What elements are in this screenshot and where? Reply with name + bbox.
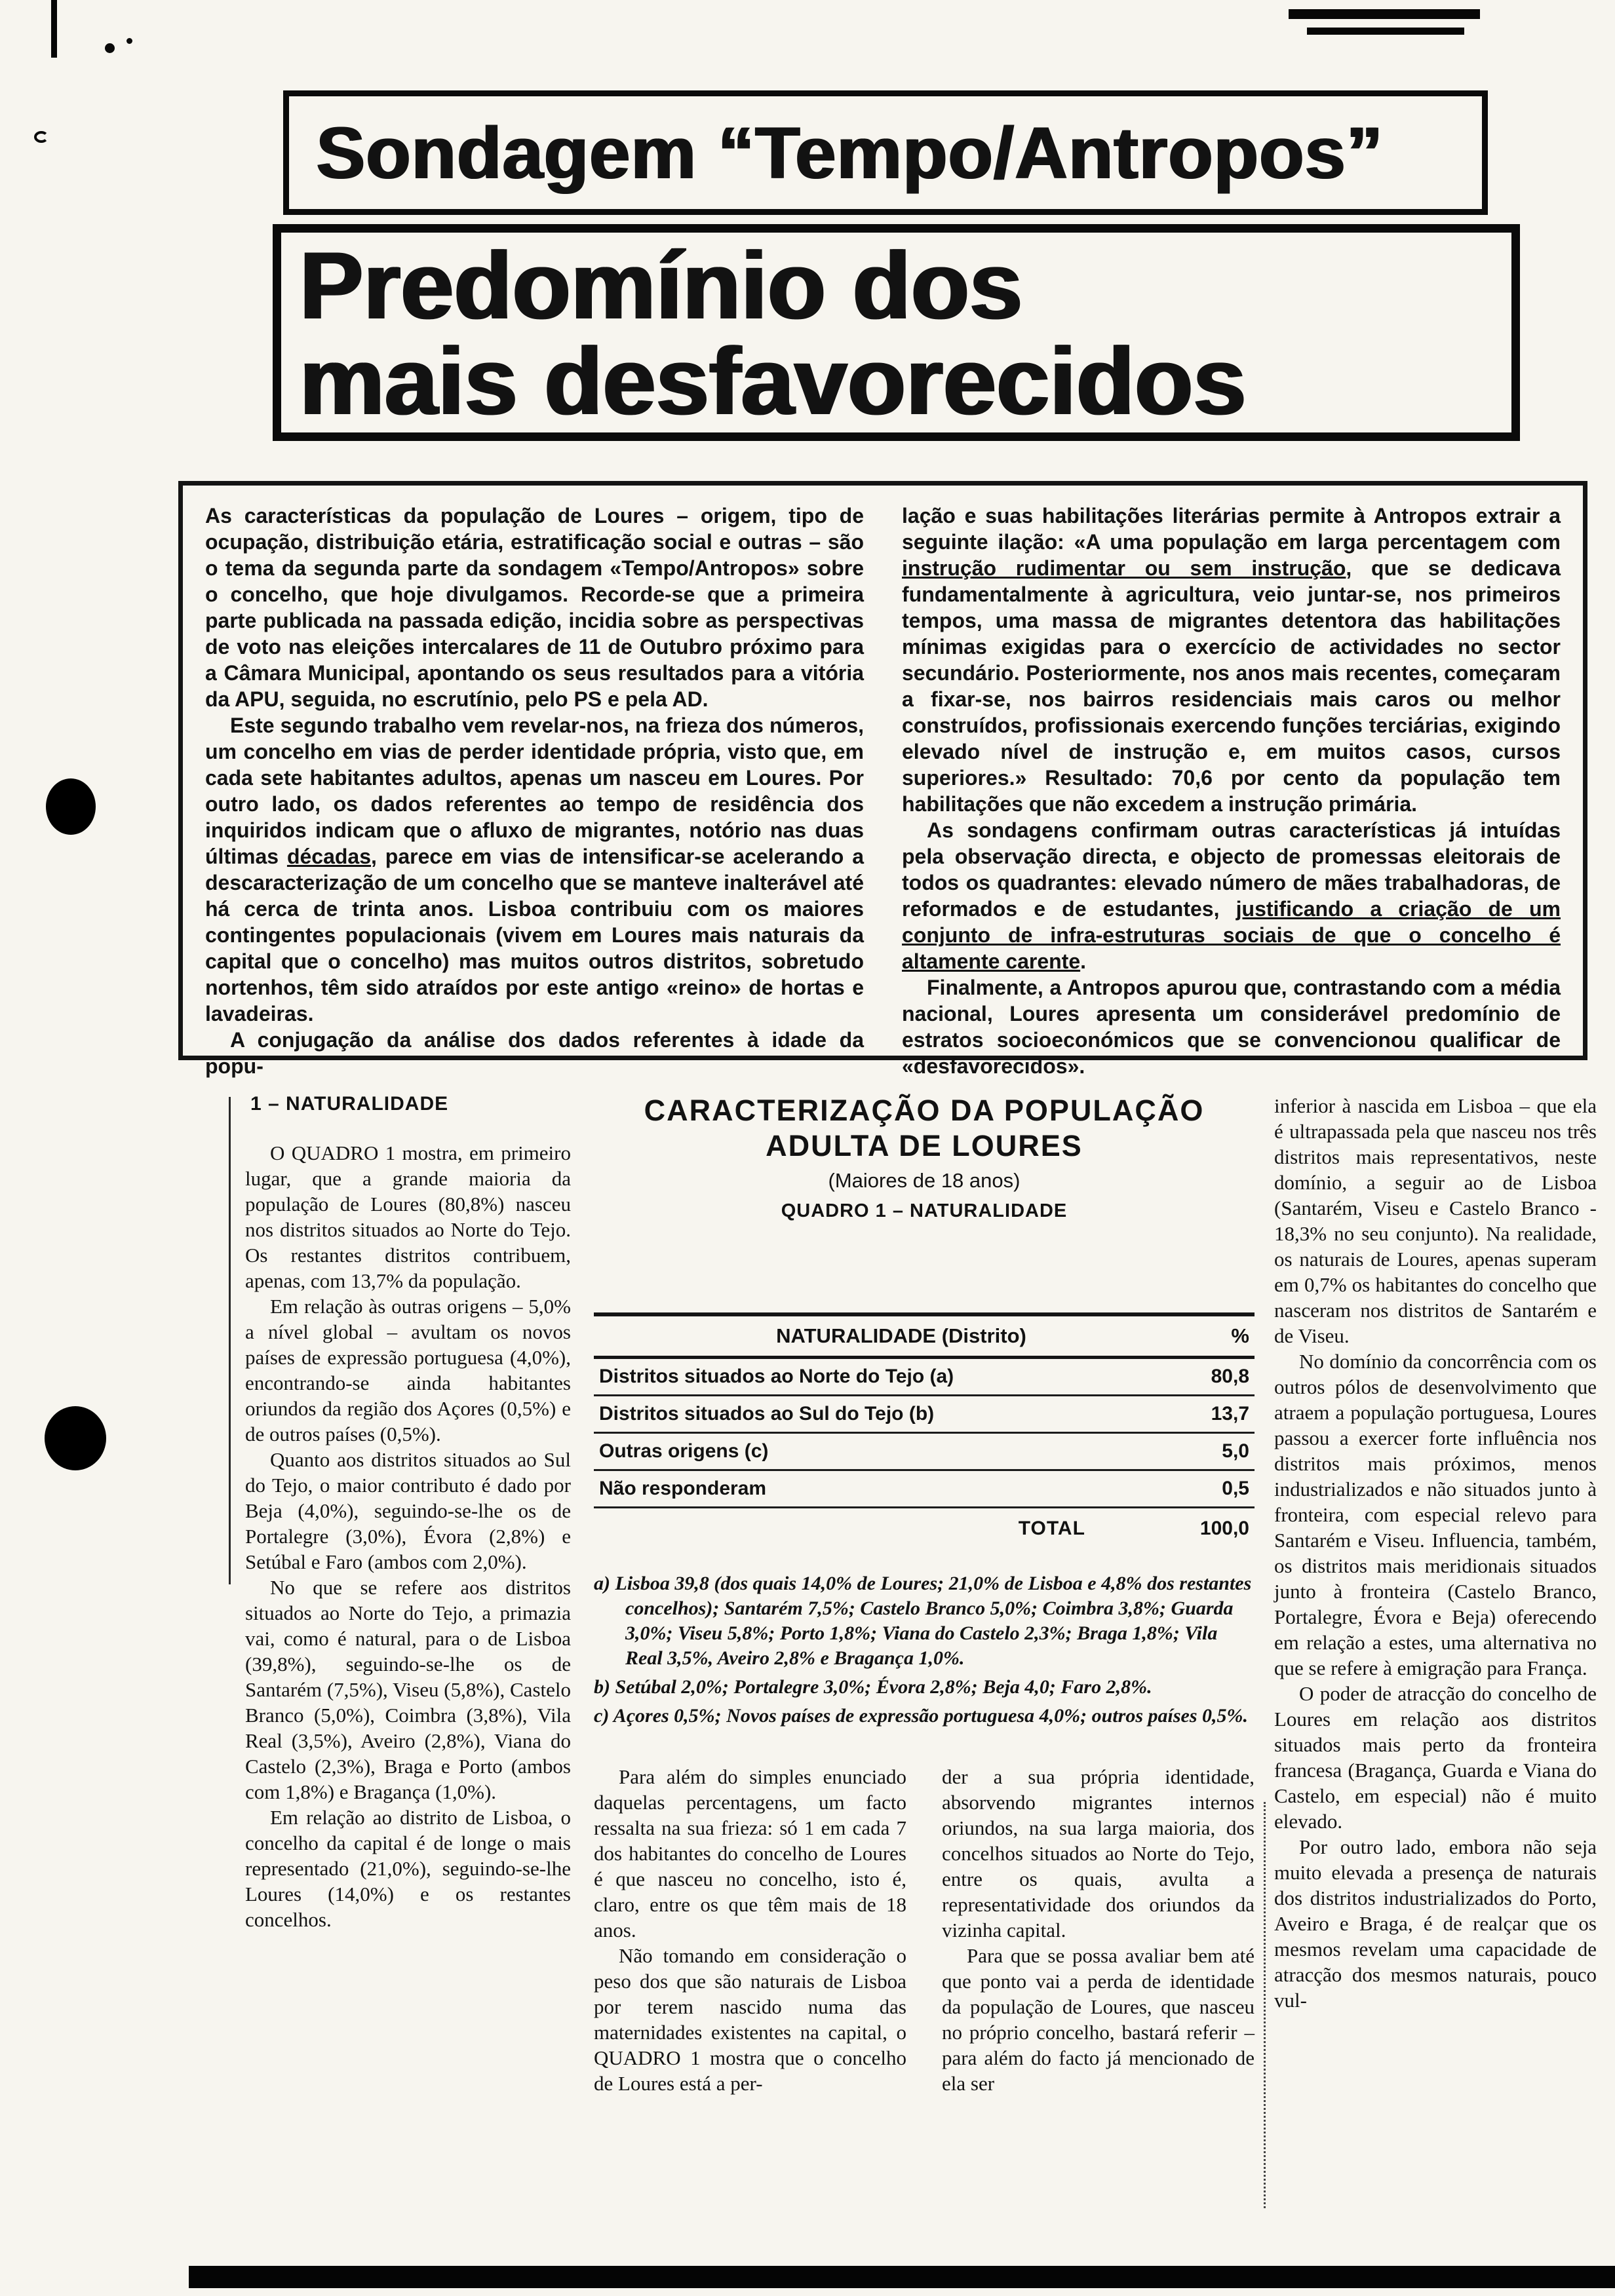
article-paragraph: Para que se possa avaliar bem até que ponto vai a perda de identidade da população de Loures, que nasceu no próprio concelho, bastará referir – para além do facto já mencionado de ela ser <box>942 1944 1255 2095</box>
table-cell-value: 0,5 <box>1222 1478 1249 1499</box>
column-rule <box>229 1097 231 1584</box>
center-subcolumn-left <box>594 1764 906 2096</box>
table-footnotes <box>594 1571 1255 1729</box>
article-paragraph: Não tomando em consideração o peso dos que são naturais de Lisboa por terem nascido numa das maternidades existentes na capital, o QUADRO 1 mostra que o concelho de Loures está a per- <box>594 1944 906 2095</box>
table-header-label: NATURALIDADE (Distrito) <box>776 1324 1026 1347</box>
article-paragraph: No que se refere aos distritos situados ao Norte do Tejo, a primazia vai, como é natural, para o de Lisboa (39,8%), seguindo-se-lhe os de Santarém (7,5%), Viseu (5,8%), Castelo Branco (5,0%), Coimbra (3,8%), Vila Real (3,5%), Aveiro (2,8%), Viana do Castelo (2,3%), Braga e Porto (ambos com 1,8%) e Bragança (1,0%). <box>245 1576 571 1803</box>
center-bottom-columns <box>594 1764 1255 2096</box>
lead-paragraph: A conjugação da análise dos dados referentes à idade da popu- <box>205 1028 864 1078</box>
quadro-label: QUADRO 1 – NATURALIDADE <box>781 1200 1068 1221</box>
footnote-b: b) Setúbal 2,0%; Portalegre 3,0%; Évora 2,8%; Beja 4,0; Faro 2,8%. <box>594 1676 1152 1698</box>
table-cell-label: Outras origens (c) <box>599 1440 769 1462</box>
table-row <box>594 1471 1255 1508</box>
table-cell-label: Não responderam <box>599 1478 767 1499</box>
registration-mark <box>1307 28 1464 35</box>
article-paragraph: inferior à nascida em Lisboa – que ela é ultrapassada pela que nasceu nos três distritos mais representativos, neste domínio, a seguir ao de Lisboa (Santarém, Viseu e Castelo Branco - 18,3% no seu conjunto). Na realidade, os naturais de Loures, apenas superam em 0,7% os habitantes do concelho que nasceram nos distritos de Santarém e de Viseu. <box>1274 1094 1597 1347</box>
table-total-label: TOTAL <box>1018 1518 1085 1539</box>
article-paragraph: Por outro lado, embora não seja muito elevada a presença de naturais dos distritos industrializados do Porto, Aveiro e Braga, é de realçar que os mesmos revelam uma capacidade de atracção dos mesmos naturais, pouco vul- <box>1274 1835 1597 2012</box>
lead-paragraph: As características da população de Loures – origem, tipo de ocupação, distribuição etária, estratificação social e outras – são o tema da segunda parte da sondagem «Tempo/Antropos» sobre o concelho, que hoje divulgamos. Recorde-se que a primeira parte publicada na passada edição, incidia sobre as perspectivas de voto nas eleições intercalares de 11 de Outubro próximo para a Câmara Municipal, apontando os seus resultados para a vitória da APU, seguida, no escrutínio, pelo PS e pela AD. <box>205 504 864 711</box>
table-box-title <box>594 1093 1255 1222</box>
article-paragraph: Em relação ao distrito de Lisboa, o concelho da capital é de longe o mais representado (21,0%), seguindo-se-lhe Loures (14,0%) e os restantes concelhos. <box>245 1806 571 1931</box>
article-paragraph: Para além do simples enunciado daquelas percentagens, um facto ressalta na sua frieza: só 1 em cada 7 dos habitantes do concelho de Loures é que nasceu no concelho, isto é, claro, entre os que têm mais de 18 anos. <box>594 1765 906 1942</box>
box-subtitle: (Maiores de 18 anos) <box>828 1169 1021 1192</box>
box-title-line-1: CARACTERIZAÇÃO DA POPULAÇÃO <box>644 1094 1205 1127</box>
table-cell-label: Distritos situados ao Sul do Tejo (b) <box>599 1403 935 1425</box>
hole-punch-mark <box>45 1406 106 1470</box>
lead-paragraph: Este segundo trabalho vem revelar-nos, na frieza dos números, um concelho em vias de perder identidade própria, visto que, em cada sete habitantes adultos, apenas um nasceu em Loures. Por outro lado, os dados referentes ao tempo de residência dos inquiridos indicam que o afluxo de migrantes, notório nas duas últimas décadas, parece em vias de intensificar-se acelerando a descaracterização de um concelho que se manteve inalterável até há cerca de trinta anos. Lisboa contribuiu com os maiores contingentes populacionais (vivem em Loures mais naturais da capital que o concelho) mas muitos outros distritos, sobretudo nortenhos, têm sido atraídos por este antigo «reino» de hortas e lavadeiras. <box>205 714 865 1025</box>
masthead-box <box>283 90 1488 215</box>
section-title: 1 – NATURALIDADE <box>250 1093 449 1115</box>
table-total-value: 100,0 <box>1199 1518 1249 1539</box>
article-paragraph: Em relação às outras origens – 5,0% a nível global – avultam os novos países de expressão portuguesa (4,0%), encontrando-se ainda habitantes oriundos da região dos Açores (0,5%) e de outros países (0,5%). <box>245 1295 571 1445</box>
footnote-a: a) Lisboa 39,8 (dos quais 14,0% de Loures; 21,0% de Lisboa e 4,8% dos restantes concelhos); Santarém 7,5%; Castelo Branco 5,0%; Coimbra 3,8%; Guarda 3,0%; Viseu 5,8%; Porto 1,8%; Viana do Castelo 2,3%; Braga 1,8%; Vila Real 3,5%, Aveiro 2,8% e Bragança 1,0%. <box>594 1573 1252 1669</box>
article-column-right <box>1274 1093 1597 2013</box>
table-row <box>594 1359 1255 1396</box>
article-paragraph: Quanto aos distritos situados ao Sul do Tejo, o maior contributo é dado por Beja (4,0%), seguindo-se-lhe os de Portalegre (3,0%), Évora (2,8%) e Setúbal e Faro (ambos com 2,0%). <box>245 1448 571 1573</box>
lead-paragraph: Finalmente, a Antropos apurou que, contrastando com a média nacional, Loures apresenta um considerável predomínio de estratos socioeconómicos que se convencionou qualificar de «desfavorecidos». <box>902 976 1561 1078</box>
column-rule-dotted <box>1264 1802 1266 2208</box>
table-cell-label: Distritos situados ao Norte do Tejo (a) <box>599 1366 954 1387</box>
scan-edge-bar <box>189 2266 1615 2288</box>
table-row <box>594 1434 1255 1471</box>
table-cell-value: 13,7 <box>1211 1403 1249 1425</box>
center-subcolumn-right <box>942 1764 1255 2096</box>
lead-paragraph: As sondagens confirmam outras características já intuídas pela observação directa, e objecto de promessas eleitorais de todos os quadrantes: elevado número de mães trabalhadoras, de reformados e de estudantes, justificando a criação de um conjunto de infra-estruturas sociais de que o concelho é altamente carente. <box>902 818 1561 973</box>
headline-line-2: mais desfavorecidos <box>298 328 1245 434</box>
hole-punch-mark <box>46 778 96 835</box>
lead-box <box>178 481 1587 1078</box>
article-paragraph: O QUADRO 1 mostra, em primeiro lugar, que a grande maioria da população de Loures (80,8%) nasceu nos distritos situados ao Norte do Tejo. Os restantes distritos contribuem, apenas, com 13,7% da população. <box>245 1141 571 1292</box>
box-title-line-2: ADULTA DE LOURES <box>766 1129 1083 1162</box>
scan-dot-mark <box>105 43 115 53</box>
article-paragraph: der a sua própria identidade, absorvendo migrantes internos oriundos, na sua larga maioria, dos concelhos situados ao Norte do Tejo, entre os quais, avulta a representatividade dos oriundos da vizinha capital. <box>942 1765 1255 1942</box>
quadro-1-table <box>594 1312 1255 1542</box>
scan-dot-mark <box>126 38 132 44</box>
headline-line-1: Predomínio dos <box>298 232 1022 339</box>
table-total-row <box>594 1508 1255 1542</box>
masthead-title: Sondagem “Tempo/Antropos” <box>315 111 1383 194</box>
article-paragraph: O poder de atracção do concelho de Loures em relação aos distritos situados mais perto da fronteira francesa (Bragança, Guarda e Viana do Castelo, em especial) não é muito elevado. <box>1274 1682 1597 1833</box>
scan-edge-mark <box>51 0 57 58</box>
table-cell-value: 5,0 <box>1222 1440 1249 1462</box>
footnote-c: c) Açores 0,5%; Novos países de expressão portuguesa 4,0%; outros países 0,5%. <box>594 1705 1248 1727</box>
table-cell-value: 80,8 <box>1211 1366 1249 1387</box>
headline-box <box>273 224 1520 441</box>
lead-column-left <box>205 503 865 1078</box>
article-center-column <box>594 1093 1255 2096</box>
article-column-left <box>245 1093 571 1932</box>
handwritten-mark <box>34 131 49 143</box>
article-paragraph: No domínio da concorrência com os outros pólos de desenvolvimento que atraem a população portuguesa, Loures passou a exercer forte influência nos distritos mais próximos, menos industrializados e não situados junto à fronteira, com especial relevo para Santarém e Viseu. Influencia, também, os distritos mais meridionais situados junto à fronteira (Castelo Branco, Portalegre, Évora e Beja) oferecendo em relação a estes, uma alternativa no que se refere à emigração para França. <box>1274 1350 1597 1679</box>
lead-column-right <box>902 503 1561 1078</box>
table-header-row <box>594 1312 1255 1359</box>
table-header-percent: % <box>1231 1324 1249 1347</box>
registration-mark <box>1289 9 1480 19</box>
table-row <box>594 1396 1255 1434</box>
lead-paragraph: lação e suas habilitações literárias permite à Antropos extrair a seguinte ilação: «A uma população em larga percentagem com instrução rudimentar ou sem instrução, que se dedicava fundamentalmente à agricultura, veio juntar-se, nos primeiros tempos, uma massa de migrantes detentora das habilitações mínimas exigidas para o exercício de actividades no sector secundário. Posteriormente, nos anos mais recentes, começaram a fixar-se, nos bairros residenciais mais caros ou melhor construídos, profissionais exercendo funções terciárias, exigindo elevado nível de instrução e, em muitos casos, cursos superiores.» Resultado: 70,6 por cento da população tem habilitações que não excedem a instrução primária. <box>902 504 1561 816</box>
